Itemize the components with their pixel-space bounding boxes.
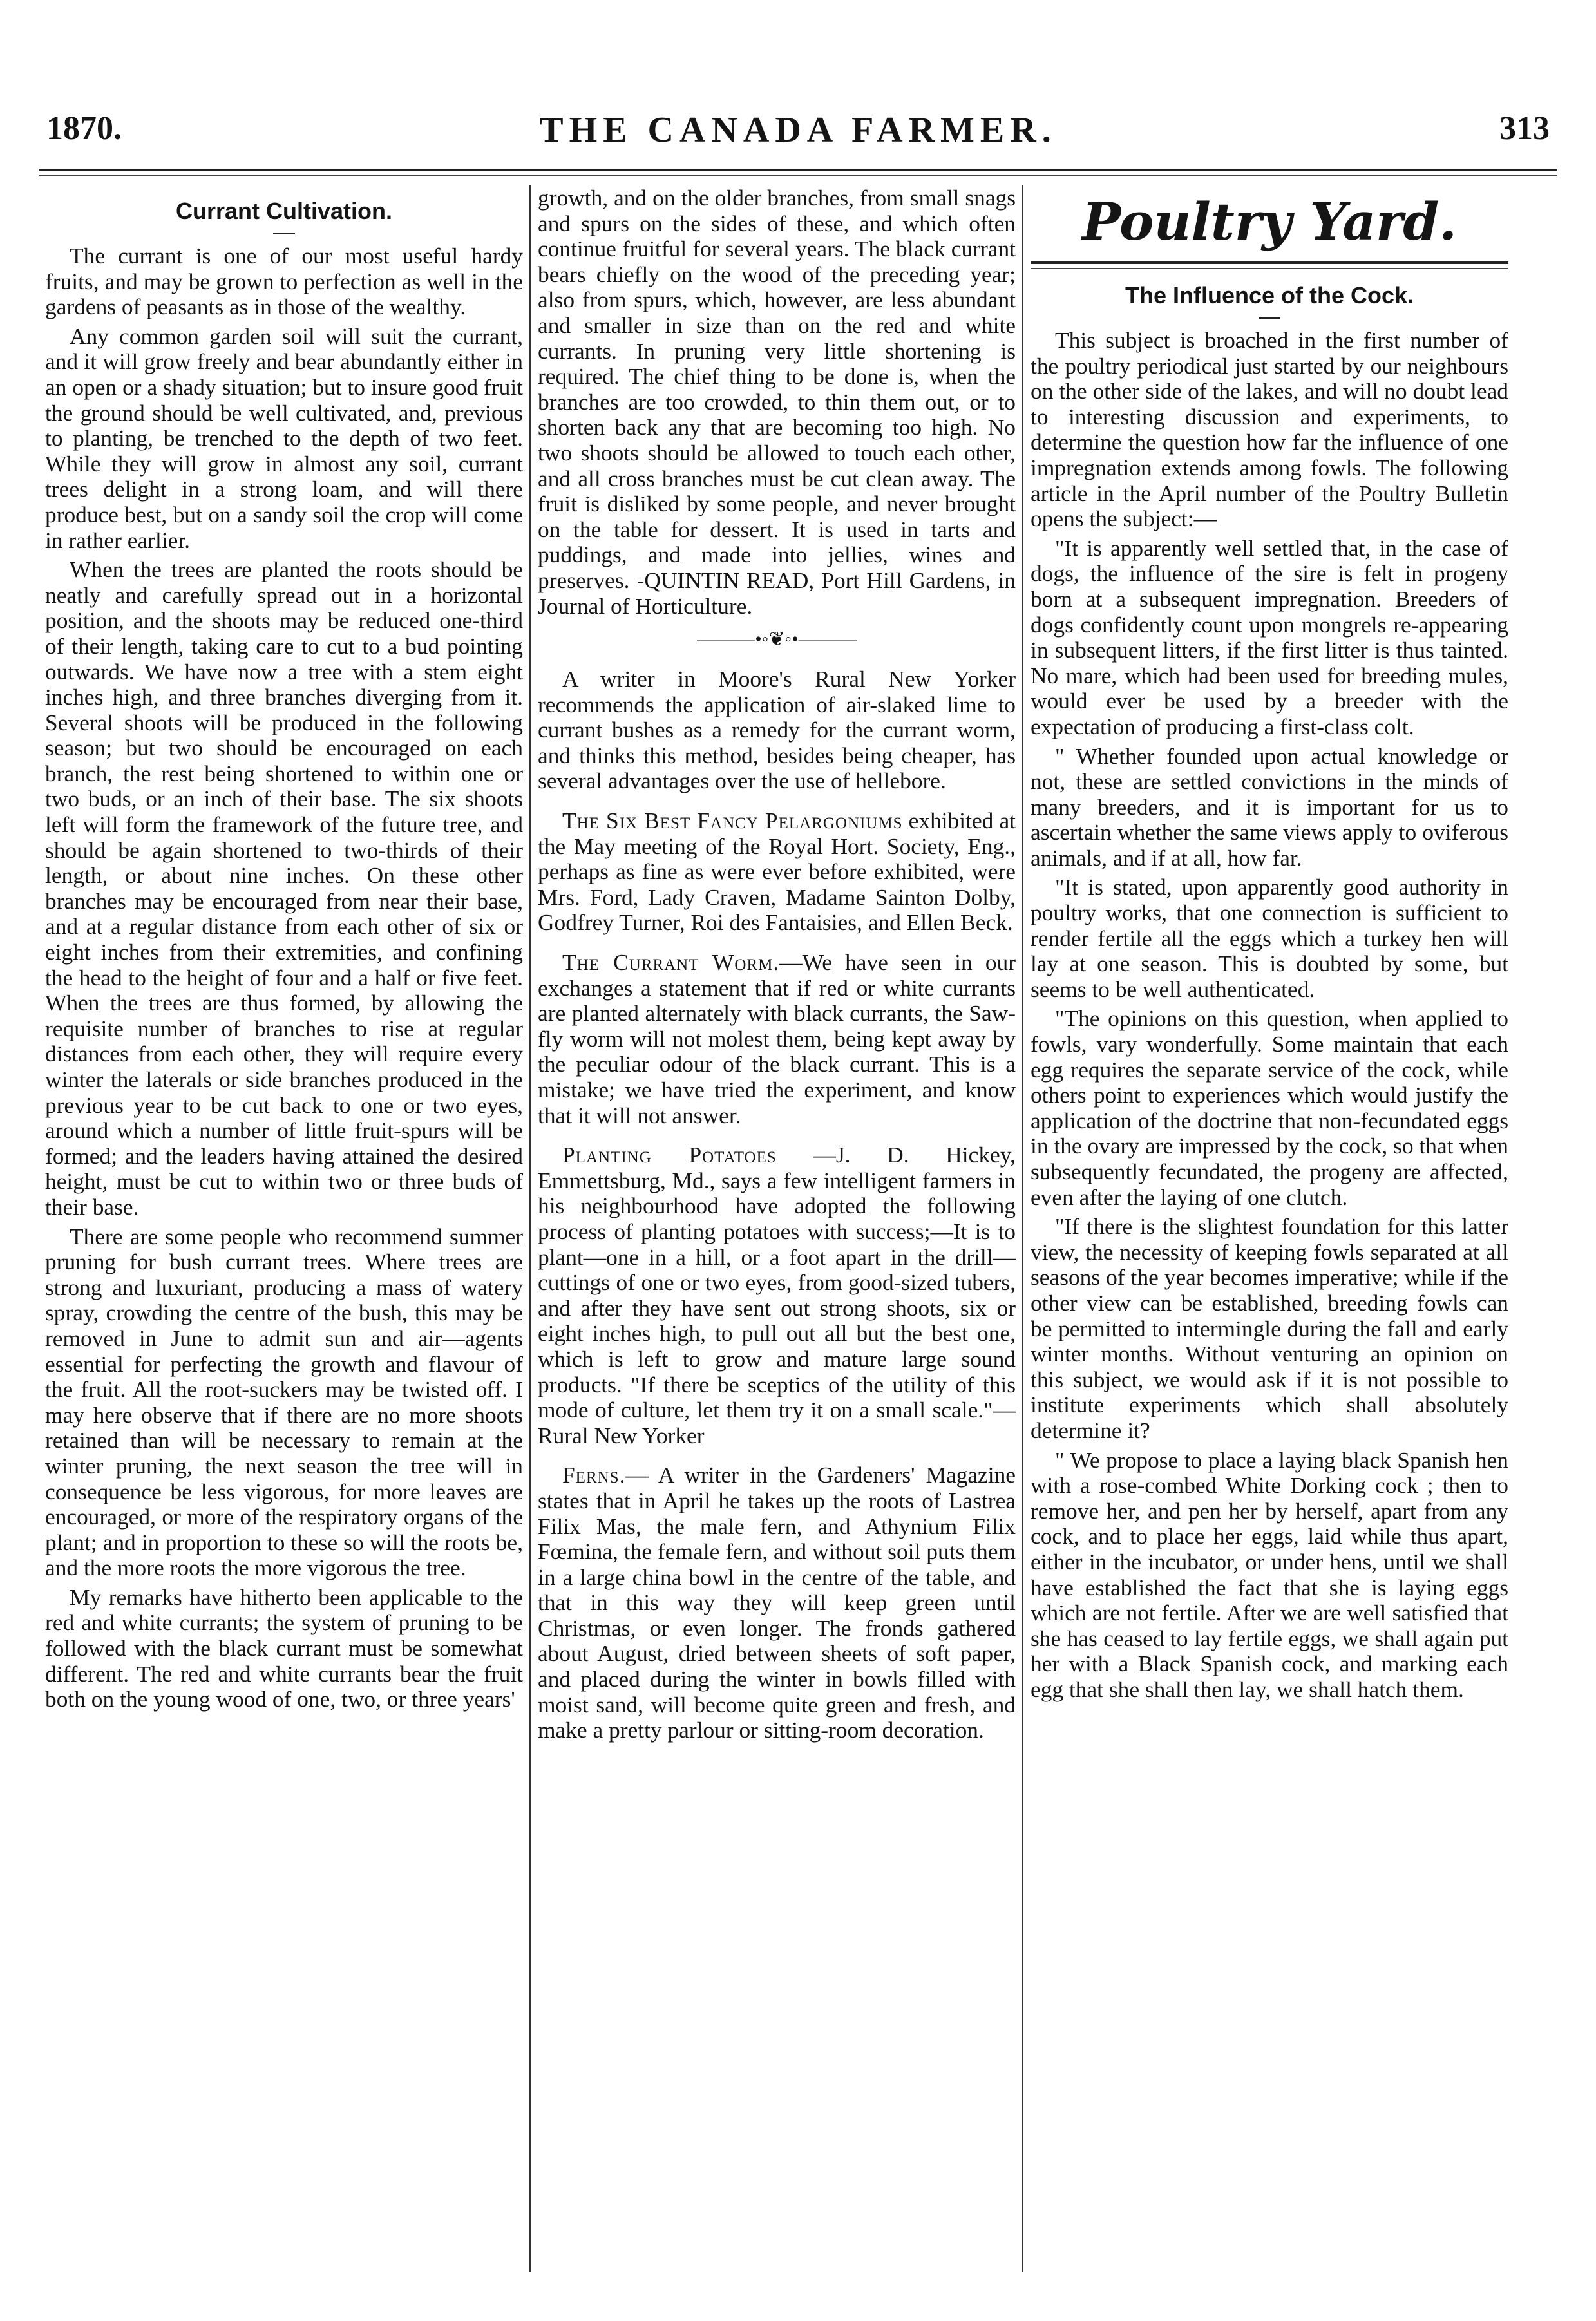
column-divider (1022, 185, 1023, 2272)
article-paragraph: Any common garden soil will suit the currant, and it will grow freely and bear abundantly either in an open or a shady situation; but to insure good fruit the ground should be well cultivated, and, previous to planting, be trenched to the depth of two feet. While they will grow in almost any soil, currant trees delight in a strong loam, and will there produce best, but on a sandy soil the crop will come in rather earlier. (45, 323, 523, 553)
masthead-title: THE CANADA FARMER. (539, 110, 1057, 150)
section-ornament: ———•◦❦◦•——— (697, 629, 857, 650)
article-paragraph: "It is stated, upon apparently good authority in poultry works, that one connection is sufficient to render fertile all the eggs which a turkey hen will lay at one season. This is doubted by some, but seems to be well authenticated. (1031, 874, 1508, 1002)
runin-heading: Ferns. (562, 1462, 626, 1488)
article-heading: The Influence of the Cock. (1125, 282, 1414, 308)
article-paragraph: There are some people who recommend summer pruning for bush currant trees. Where trees are strong and luxuriant, producing a mass of watery spray, crowding the centre of the bush, this may be removed in June to admit sun and air—agents essential for perfecting the growth and flavour of the fruit. All the root-suckers may be twisted off. I may here observe that if there are no more shoots retained than will be necessary to remain at the winter pruning, the next season the tree will in consequence be less vigorous, for more leaves are encouraged, or more of the respiratory organs of the plant; and in proportion to these so will the roots be, and the more roots the more vigorous the tree. (45, 1223, 523, 1581)
department-title: Poultry Yard. (1081, 191, 1458, 252)
news-item (538, 667, 1016, 794)
running-head (39, 109, 1557, 161)
article-paragraph: " Whether founded upon actual knowledge or not, these are settled convictions in the minds of many breeders, and it is important for us to ascertain whether the same views apply to oviferous animals, and if at all, how far. (1031, 743, 1508, 871)
article-heading: Currant Cultivation. (175, 198, 392, 224)
news-item-text: —We have seen in our exchanges a statement that if red or white currants are planted alternately with black currants, the Saw-fly worm will not molest them, being kept away by the peculiar odour of the black currant. This is a mistake; we have tried the experiment, and know that it will not answer. (538, 949, 1016, 1128)
runin-heading: Planting Potatoes (562, 1142, 777, 1168)
article-paragraph: When the trees are planted the roots should be neatly and carefully spread out in a horizontal position, and the shoots may be reduced one-third of their length, taking care to cut to a bud pointing outwards. We have now a tree with a stem eight inches high, and three branches diverging from it. Several shoots will be produced in the following season; but two should be encouraged on each branch, the rest being shortened to within one or two buds, or an inch of their base. The six shoots left will form the framework of the future tree, and should be again shortened to two-thirds of their length, or about nine inches. On these other branches may be encouraged from near their base, and at a regular distance from each other of six or eight inches from their extremities, and confining the head to the height of four and a half or five feet. When the trees are thus formed, by allowing the requisite number of branches to rise at regular distances from each other, they will require every winter the laterals or side branches produced in the previous year to be cut back to one or two eyes, around which a number of little fruit-spurs will be formed; and the leaders having attained the desired height, must be cut to within two or three buds of their base. (45, 556, 523, 1220)
article-paragraph: "It is apparently well settled that, in the case of dogs, the influence of the sire is felt in progeny born at a subsequent impregnation. Breeders of dogs confidently count upon mongrels re-appearing in subsequent litters, if the first litter is thus tainted. No mare, which had been used for breeding mules, would ever be used by a breeder with the expectation of producing a first-class colt. (1031, 535, 1508, 739)
article-paragraph: This subject is broached in the first number of the poultry periodical just started by our neighbours on the other side of the lakes, and will no doubt lead to interesting discussion and experiments, to determine the question how far the influence of one impregnation extends among fowls. The following article in the April number of the Poultry Bulletin opens the subject:— (1031, 327, 1508, 532)
news-item-text: exhibited at the May meeting of the Royal Hort. Society, Eng., perhaps as fine as were ever before exhibited, were Mrs. Ford, Lady Craven, Madame Sainton Dolby, Godfrey Turner, Roi des Fantaisies, and Ellen Beck. (538, 808, 1016, 936)
department-rule (1031, 261, 1508, 264)
article-continuation: growth, and on the older branches, from small snags and spurs on the sides of these, and which often continue fruitful for several years. The black currant bears chiefly on the wood of the preceding year; also from spurs, which, however, are less abundant and smaller in size than on the red and white currants. In pruning very little shortening is required. The chief thing to be done is, when the branches are too crowded, to thin them out, or to shorten back any that are becoming too high. No two shoots should be allowed to touch each other, and all cross branches must be cut clean away. The fruit is disliked by some people, and never brought on the table for dessert. It is used in tarts and puddings, and made into jellies, wines and preserves. -QUINTIN READ, Port Hill Gardens, in Journal of Horticulture. (538, 185, 1016, 619)
header-rule (39, 169, 1557, 171)
runin-heading: The Currant Worm. (562, 949, 780, 976)
article-paragraph: My remarks have hitherto been applicable to the red and white currants; the system of pruning to be followed with the black currant must be somewhat different. The red and white currants bear the fruit both on the young wood of one, two, or three years' (45, 1584, 523, 1712)
article-paragraph: "If there is the slightest foundation for this latter view, the necessity of keeping fowls separated at all seasons of the year becomes imperative; while if the other view can be established, breeding fowls can be permitted to intermingle during the fall and early winter months. Without venturing an opinion on this subject, we would ask if it is not possible to institute experiments which shall absolutely determine it? (1031, 1213, 1508, 1443)
news-item (538, 1142, 1016, 1448)
page-number: 313 (1499, 110, 1550, 147)
news-item-text: A writer in Moore's Rural New Yorker recommends the application of air-slaked lime to currant bushes as a remedy for the currant worm, and thinks this method, besides being cheaper, has several advantages over the use of hellebore. (538, 666, 1016, 794)
runin-heading: The Six Best Fancy Pelargoniums (562, 808, 903, 834)
news-item-text: — A writer in the Gardeners' Magazine states that in April he takes up the roots of Lastrea Filix Mas, the male fern, and Athynium Filix Fœmina, the female fern, and without soil puts them in a large china bowl in the centre of the table, and that in this way they will keep green until Christmas, or even longer. The fronds gathered about August, dried between sheets of soft paper, and placed during the winter in bowls filled with moist sand, will become quite green and fresh, and make a pretty parlour or sitting-room decoration. (538, 1462, 1016, 1743)
heading-dash (1259, 317, 1280, 319)
news-item (538, 808, 1016, 936)
news-item (538, 950, 1016, 1128)
header-rule-thin (39, 175, 1557, 176)
article-paragraph: "The opinions on this question, when applied to fowls, vary wonderfully. Some maintain that each egg requires the separate service of the cock, while others point to experiences which would justify the application of the doctrine that non-fecundated eggs in the ovary are impressed by the cock, so that when subsequently fecundated, the progeny are affected, even after the laying of one clutch. (1031, 1005, 1508, 1210)
column-divider (529, 185, 531, 2272)
news-item (538, 1463, 1016, 1743)
department-rule-thin (1031, 268, 1508, 269)
news-item-text: —J. D. Hickey, Emmettsburg, Md., says a few intelligent farmers in his neighbourhood have adopted the following process of planting potatoes with success;—It is to plant—one in a hill, or a foot apart in the drill—cuttings of one or two eyes, from good-sized tubers, and after they have sent out strong shoots, six or eight inches high, to pull out all but the best one, which is left to grow and mature large sound products. "If there be sceptics of the utility of this mode of culture, let them try it on a small scale."—Rural New Yorker (538, 1142, 1016, 1448)
article-paragraph: The currant is one of our most useful hardy fruits, and may be grown to perfection as well in the gardens of peasants as in those of the wealthy. (45, 243, 523, 320)
column-1 (45, 185, 523, 2285)
column-2 (538, 185, 1016, 2285)
heading-dash (273, 233, 295, 234)
issue-year: 1870. (46, 110, 122, 147)
column-3 (1031, 185, 1508, 2285)
article-paragraph: " We propose to place a laying black Spanish hen with a rose-combed White Dorking cock ; then to remove her, and pen her by herself, apart from any cock, and to place her eggs, laid while thus apart, either in the incubator, or under hens, until we shall have established the fact that she is laying eggs which are not fertile. After we are well satisfied that she has ceased to lay fertile eggs, we shall again put her with a Black Spanish cock, and marking each egg that she shall then lay, we shall hatch them. (1031, 1446, 1508, 1702)
